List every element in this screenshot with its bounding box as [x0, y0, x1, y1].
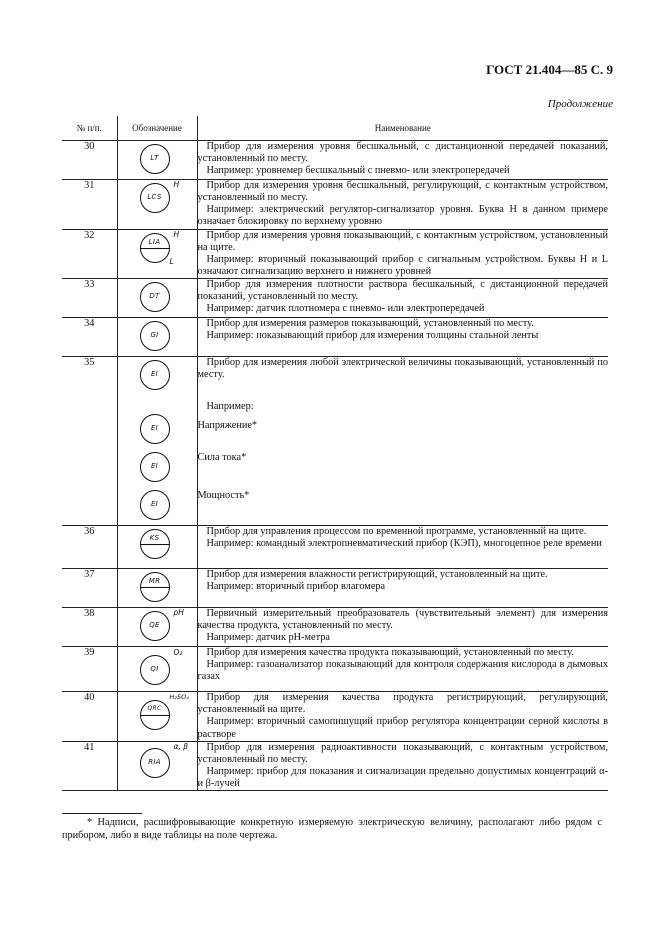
example-text: Например: датчик pH-метра — [206, 632, 330, 644]
row-number: 32 — [62, 229, 117, 279]
description-text: Прибор для измерения радиоактивности показывающий, с контактным устройством, установленный по месту. — [197, 741, 608, 765]
description-cell — [197, 569, 608, 608]
example-text: Например: вторичный прибор влагомера — [206, 581, 386, 593]
row-number: 38 — [62, 608, 117, 647]
example-label: Например: — [206, 401, 254, 413]
instrument-symbol-icon — [140, 748, 170, 778]
instrument-code: EI — [150, 462, 159, 471]
instrument-symbol-icon — [140, 321, 170, 351]
symbol-cell — [117, 229, 197, 279]
row-number: 40 — [62, 692, 117, 742]
instrument-code: DT — [149, 292, 160, 301]
column-header-name: Наименование — [197, 116, 608, 141]
table-row — [62, 357, 608, 526]
column-header-symbol: Обозначение — [117, 116, 197, 141]
symbol-mark: H — [173, 180, 180, 189]
example-text: Например: электрический регулятор-сигнализатор уровня. Буква H в данном примере означает блокировку по верхнему уровню — [197, 204, 608, 228]
table-row — [62, 526, 608, 569]
instrument-code: EI — [150, 370, 159, 379]
table-row — [62, 180, 608, 230]
table-row — [62, 318, 608, 357]
row-number: 36 — [62, 526, 117, 569]
symbol-cell — [117, 608, 197, 647]
description-cell — [197, 141, 608, 180]
symbol-cell — [117, 647, 197, 692]
column-header-number: № п/п. — [62, 116, 117, 141]
description-text: Прибор для измерения уровня бесшкальный, регулирующий, с контактным устройством, установленный по месту. — [197, 180, 608, 204]
table-header-row — [62, 116, 608, 141]
description-cell — [197, 692, 608, 742]
table-row — [62, 569, 608, 608]
instrument-code: LT — [150, 154, 159, 162]
instrument-code: EI — [150, 424, 159, 433]
row-number: 41 — [62, 741, 117, 791]
description-cell — [197, 318, 608, 357]
symbol-cell — [117, 318, 197, 357]
symbol-cell — [117, 526, 197, 569]
description-text: Прибор для измерения влажности регистрирующий, установленный на щите. — [206, 569, 548, 581]
row-number: 34 — [62, 318, 117, 357]
symbol-mark: H — [173, 229, 180, 239]
table-row — [62, 741, 608, 791]
symbol-mark: H₂SO₄ — [169, 693, 189, 702]
description-cell — [197, 357, 608, 526]
description-text: Прибор для измерения качества продукта регистрирующий, регулирующий, установленный на щите. — [197, 692, 608, 716]
example-text: Например: уровнемер бесшкальный с пневмо- или электропередачей — [206, 165, 510, 177]
panel-instrument-symbol-icon — [140, 233, 170, 263]
continuation-label: Продолжение — [547, 98, 613, 110]
example-voltage: Напряжение* — [197, 420, 258, 432]
row-number: 33 — [62, 279, 117, 318]
instrument-code: QI — [150, 665, 159, 674]
instrument-symbols-table — [62, 116, 608, 791]
panel-instrument-symbol-icon — [140, 529, 170, 559]
power-symbol-icon — [140, 490, 170, 520]
description-text: Прибор для управления процессом по временной программе, установленный на щите. — [206, 526, 587, 538]
example-text: Например: показывающий прибор для измерения толщины стальной ленты — [206, 330, 539, 342]
description-text: Прибор для измерения любой электрической величины показывающий, установленный по месту. — [197, 357, 608, 381]
panel-instrument-symbol-icon — [140, 572, 170, 602]
symbol-cell — [117, 180, 197, 230]
instrument-symbol-icon — [140, 282, 170, 312]
description-text: Прибор для измерения уровня показывающий, с контактным устройством, установленный на щите. — [197, 229, 608, 253]
voltage-symbol-icon — [140, 414, 170, 444]
table-row — [62, 279, 608, 318]
instrument-code: LIA — [148, 237, 161, 246]
symbol-cell — [117, 141, 197, 180]
description-cell — [197, 279, 608, 318]
row-number: 30 — [62, 141, 117, 180]
instrument-code: EI — [150, 500, 159, 509]
instrument-code: RIA — [148, 757, 161, 766]
symbol-cell — [117, 279, 197, 318]
example-current: Сила тока* — [197, 452, 247, 464]
description-cell — [197, 526, 608, 569]
instrument-symbol-icon — [140, 360, 170, 390]
description-text: Прибор для измерения плотности раствора бесшкальный, с дистанционной передачей показаний, установленный по месту. — [197, 279, 608, 303]
example-text: Например: прибор для показания и сигнализации предельно допустимых концентраций α- и β-лучей — [197, 765, 608, 790]
example-text: Например: датчик плотномера с пневмо- или электропередачей — [206, 303, 485, 315]
page-header: ГОСТ 21.404—85 С. 9 — [486, 62, 613, 77]
symbol-cell — [117, 357, 197, 526]
instrument-code: QRC — [147, 705, 162, 713]
instrument-symbol-icon — [140, 655, 170, 685]
description-cell — [197, 608, 608, 647]
description-cell — [197, 741, 608, 791]
symbol-mark: pH — [173, 608, 184, 618]
table-row — [62, 141, 608, 180]
table-row — [62, 647, 608, 692]
row-number: 31 — [62, 180, 117, 230]
symbol-cell — [117, 569, 197, 608]
instrument-code: MR — [148, 577, 161, 586]
panel-instrument-symbol-icon — [140, 700, 170, 730]
row-number: 35 — [62, 357, 117, 526]
symbol-mark: α, β — [173, 741, 188, 751]
row-number: 37 — [62, 569, 117, 608]
instrument-symbol-icon — [140, 144, 170, 174]
row-number: 39 — [62, 647, 117, 692]
instrument-symbol-icon — [140, 611, 170, 641]
instrument-code: QE — [149, 621, 160, 630]
description-cell — [197, 180, 608, 230]
instrument-code: GI — [150, 331, 159, 340]
instrument-symbol-icon — [140, 183, 170, 213]
footnote — [62, 817, 602, 843]
description-text: Прибор для измерения размеров показывающий, установленный по месту. — [206, 318, 534, 330]
example-text: Например: вторичный показывающий прибор с сигнальным устройством. Буквы H и L означают сигнализацию верхнего и нижнего уровней — [197, 253, 608, 277]
symbol-cell — [117, 692, 197, 742]
instrument-code: KS — [149, 534, 160, 543]
description-cell — [197, 647, 608, 692]
example-text: Например: командный электропневматический прибор (КЭП), многоцепное реле времени — [206, 538, 602, 550]
footnote-text: * Надписи, расшифровывающие конкретную измеряемую электрическую величину, располагают либо рядом с прибором, либо в виде таблицы на поле чертежа. — [62, 817, 602, 841]
example-power: Мощность* — [197, 490, 250, 502]
description-cell — [197, 229, 608, 279]
instrument-code: LCS — [147, 193, 162, 201]
table-row — [62, 229, 608, 279]
description-text: Первичный измерительный преобразователь (чувствительный элемент) для измерения качества продукта, установленный по месту. — [197, 608, 608, 632]
table-row — [62, 692, 608, 742]
symbol-mark: L — [169, 256, 174, 266]
description-text: Прибор для измерения качества продукта показывающий, установленный по месту. — [206, 647, 574, 659]
symbol-mark: O₂ — [173, 648, 183, 658]
symbol-cell — [117, 741, 197, 791]
example-text: Например: вторичный самопишущий прибор регулятора концентрации серной кислоты в растворе — [197, 716, 608, 740]
example-text: Например: газоанализатор показывающий для контроля содержания кислорода в дымовых газах — [197, 659, 608, 683]
description-text: Прибор для измерения уровня бесшкальный, с дистанционной передачей показаний, установленный по месту. — [197, 141, 608, 165]
current-symbol-icon — [140, 452, 170, 482]
table-row — [62, 608, 608, 647]
